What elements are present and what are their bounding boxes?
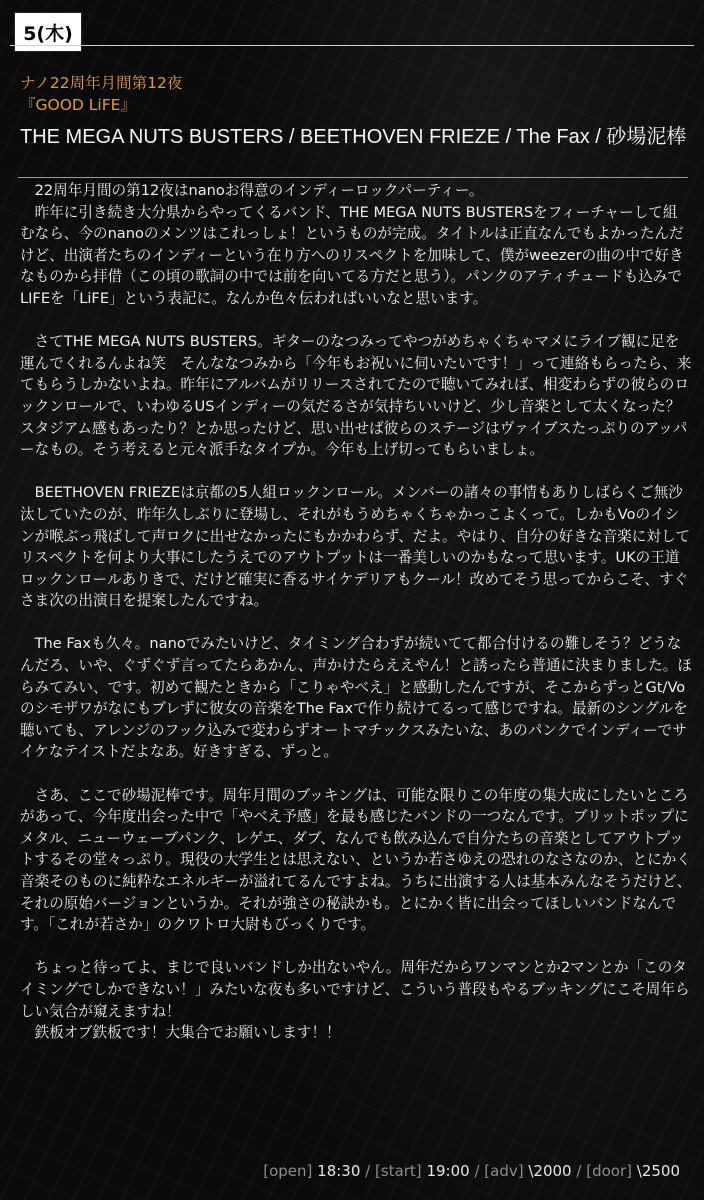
adv-label: [adv] [484, 1162, 524, 1180]
paragraph-gap [20, 461, 692, 483]
paragraph-gap [20, 310, 692, 332]
paragraph: さてTHE MEGA NUTS BUSTERS。ギターのなつみってやつがめちゃくちゃマメにライブ観に足を運んでくれるんよね笑 そんななつみから「今年もお祝いに伺いたいです！」って連絡もらったら、来てもらうしかないよね。昨年にアルバムがリリースされてたので聴いてみれば、相変わらずの彼らのロックンロールで、いわゆるUSインディーの気だるさが気持ちいいけど、少し音楽として太くなった？スタジアム感もあったり？とか思ったけど、思い出せば彼らのステージはヴァイブスたっぷりのアッパーなもの。そう考えると元々派手なタイプか。今年も上げ切ってもらいましょ。 [20, 333, 692, 459]
event-title: 『GOOD LiFE』 [20, 96, 136, 114]
lineup-headline: THE MEGA NUTS BUSTERS / BEETHOVEN FRIEZE / The Fax / 砂場泥棒 [20, 126, 687, 148]
paragraph: BEETHOVEN FRIEZEは京都の5人組ロックンロール。メンバーの諸々の事情もありしばらくご無沙汰していたのが、昨年久しぶりに登場し、それがもうめちゃくちゃかっこよくって。しかもVoのイシンが喉ぶっ飛ばして声ロクに出せなかったにもかかわらず、だよ。やはり、自分の好きな音楽に対してリスペクトを何より大事にしたうえでのアウトプットは一番美しいのかもなって思います。UKの王道ロックンロールありきで、だけど確実に香るサイケデリアもクール！改めてそう思ってからこそ、すぐさま次の出演日を提案したんですね。 [20, 484, 691, 610]
paragraph-gap [20, 936, 692, 958]
separator: / [474, 1162, 480, 1180]
ticket-info [263, 1162, 680, 1180]
open-time: 18:30 [317, 1162, 361, 1180]
door-price: \2500 [636, 1162, 680, 1180]
top-divider [10, 45, 694, 46]
paragraph-gap [20, 763, 692, 785]
paragraph: 22周年月間の第12夜はnanoお得意のインディーロックパーティー。 [34, 182, 484, 199]
paragraph: 昨年に引き続き大分県からやってくるバンド、THE MEGA NUTS BUSTERSをフィーチャーして組むなら、今のnanoのメンツはこれっしょ！というものが完成。タイトルは正直なんでもよかったんだけど、出演者たちのインディーという在り方へのリスペクトを加味して、僕がweezerの曲の中で好きなものから拝借（この頃の歌詞の中では前を向いてる方だと思う）。パンクのアティチュードも込みでLIFEを「LiFE」という表記に。なんか色々伝わればいいなと思います。 [20, 203, 684, 307]
event-series-label: ナノ22周年月間第12夜 [20, 74, 183, 92]
paragraph: ちょっと待ってよ、まじで良いバンドしか出ないやん。周年だからワンマンとか2マンとか「このタイミングでしかできない！」みたいな夜も多いですけど、こういう普段もやるブッキングにこそ周年らしい気合が窺えますね！ [20, 959, 690, 1020]
event-description [20, 180, 692, 1044]
date-badge: 5(木) [14, 12, 82, 52]
paragraph: さあ、ここで砂場泥棒です。周年月間のブッキングは、可能な限りこの年度の集大成にしたいところがあって、今年度出会った中で「やべえ予感」を最も感じたバンドの一つなんです。ブリットポップにメタル、ニューウェーブパンク、レゲエ、ダブ、なんでも飲み込んで自分たちの音楽としてアウトプットするその堂々っぷり。現役の大学生とは思えない、というか若さゆえの恐れのなさなのか、とにかく音楽そのものに純粋なエネルギーが溢れてるんですよね。うちに出演する人は基本みんなそうだけど、それの原始バージョンというか。それが強さの秘訣かも。とにかく皆に出会ってほしいバンドなんです。「これが若さか」のクワトロ大尉もびっくりです。 [20, 786, 692, 934]
start-label: [start] [375, 1162, 422, 1180]
paragraph: The Faxも久々。nanoでみたいけど、タイミング合わずが続いてて都合付けるの難しそう？どうなんだろ、いや、ぐずぐず言ってたらあかん、声かけたらええやん！と誘ったら普通に決まりました。ほらみてみい、です。初めて観たときから「こりゃやべえ」と感動したんですが、そこからずっとGt/Voのシモザワがなにもブレずに彼女の音楽をThe Faxで作り続けてるって感じですね。最新のシングルを聴いても、アレンジのフック込みで変わらずオートマチックスみたいな、あのパンクでインディーでサイケなテイストだよなあ。好きすぎる、ずっと。 [20, 635, 692, 761]
door-label: [door] [586, 1162, 632, 1180]
open-label: [open] [263, 1162, 313, 1180]
separator: / [365, 1162, 371, 1180]
paragraph-gap [20, 612, 692, 634]
adv-price: \2000 [528, 1162, 572, 1180]
headline-divider [18, 177, 688, 178]
separator: / [576, 1162, 582, 1180]
paragraph: 鉄板オブ鉄板です！大集合でお願いします！！ [34, 1024, 341, 1042]
event-subtitle [20, 72, 182, 116]
start-time: 19:00 [426, 1162, 470, 1180]
